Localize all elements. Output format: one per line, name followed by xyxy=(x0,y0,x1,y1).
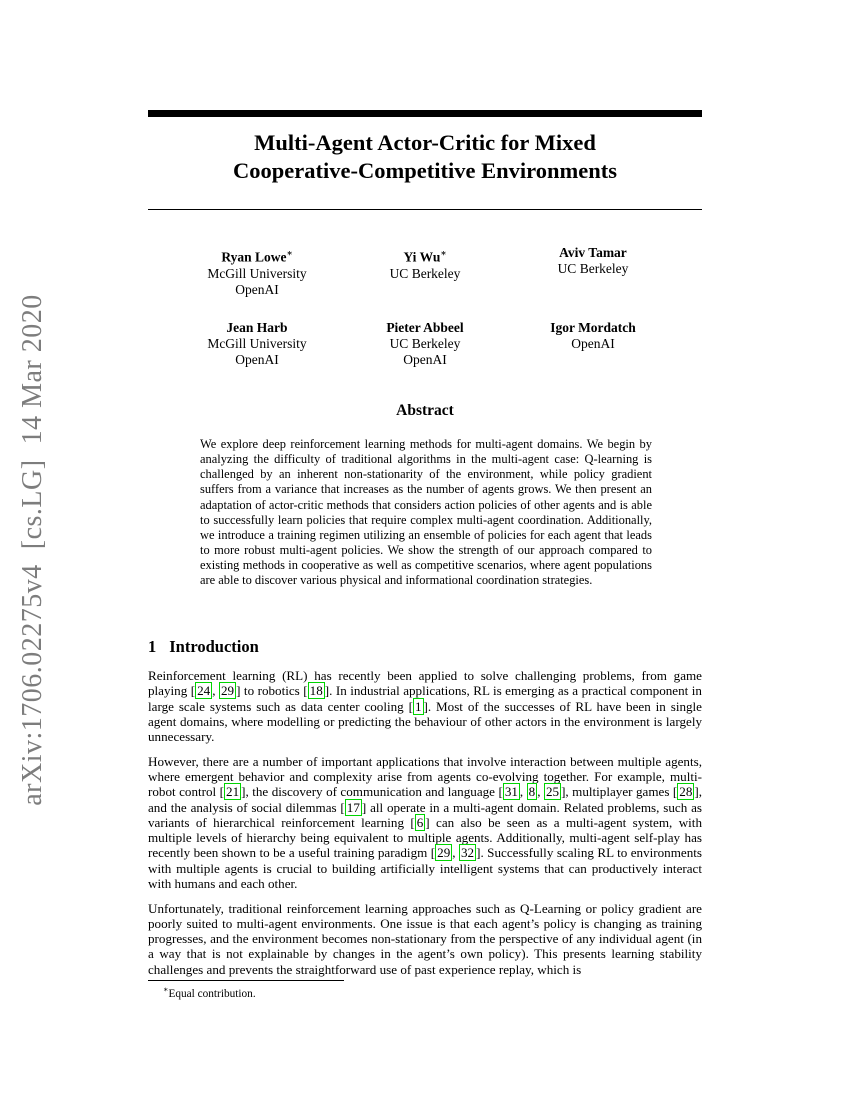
author-row xyxy=(148,320,702,368)
paper-title-line-2: Cooperative-Competitive Environments xyxy=(233,157,617,183)
author-affiliation: OpenAI xyxy=(235,281,279,297)
author-affiliation: UC Berkeley xyxy=(389,335,461,351)
citation-link[interactable]: 28 xyxy=(679,784,693,800)
top-rule xyxy=(148,110,702,117)
footnote-mark: ∗ xyxy=(163,985,169,994)
equal-contribution-mark: ∗ xyxy=(440,248,447,258)
paragraph: Unfortunately, traditional reinforcement learning approaches such as Q-Learning or policy gradient are poorly suited to multi-agent environments. One issue is that each agent’s policy is changing as training progresses, and the environment becomes non-stationary from the perspective of any individual agent (in a way that is not explainable by changes in the agent’s own policy). This presents learning stability challenges and prevents the straightforward use of past experience replay, which is xyxy=(148,900,702,977)
citation-link[interactable]: 1 xyxy=(414,698,422,714)
author-block xyxy=(509,245,677,298)
author-affiliation: OpenAI xyxy=(403,351,447,367)
author-name: Igor Mordatch xyxy=(550,319,636,335)
author-name: Pieter Abbeel xyxy=(386,319,464,335)
section-title: Introduction xyxy=(169,637,259,656)
author-affiliation: UC Berkeley xyxy=(389,265,461,281)
equal-contribution-mark: ∗ xyxy=(286,248,293,258)
author-row xyxy=(148,245,702,298)
citation-link[interactable]: 32 xyxy=(460,845,475,861)
author-affiliation: OpenAI xyxy=(571,335,615,351)
authors-block xyxy=(148,245,702,390)
paper-title xyxy=(148,129,702,184)
author-affiliation: UC Berkeley xyxy=(557,261,629,276)
author-affiliation: McGill University xyxy=(207,265,307,281)
title-rule xyxy=(148,209,702,210)
abstract-text: We explore deep reinforcement learning methods for multi-agent domains. We begin by analyzing the difficulty of traditional algorithms in the multi-agent case: Q-learning is challenged by an inherent non-stationarity of the environment, while policy gradient suffers from a variance that increases as the number of agents grows. We then present an adaptation of actor-critic methods that considers action policies of other agents and is able to successfully learn policies that require complex multi-agent coordination. Additionally, we introduce a training regimen utilizing an ensemble of policies for each agent that leads to more robust multi-agent policies. We show the strength of our approach compared to existing methods in cooperative as well as competitive scenarios, where agent populations are able to discover various physical and informational coordination strategies. xyxy=(200,437,652,588)
section-number: 1 xyxy=(148,637,157,656)
author-block xyxy=(509,320,677,368)
citation-link[interactable]: 17 xyxy=(346,799,360,815)
paper-title-line-1: Multi-Agent Actor-Critic for Mixed xyxy=(254,130,596,155)
author-name: Aviv Tamar xyxy=(559,245,627,260)
author-block xyxy=(173,245,341,298)
citation-link[interactable]: 31 xyxy=(504,784,518,800)
introduction-body xyxy=(148,668,702,986)
section-heading-introduction xyxy=(148,637,259,657)
citation-link[interactable]: 25 xyxy=(545,784,560,800)
footnote-rule xyxy=(148,980,344,981)
author-affiliation: McGill University xyxy=(207,335,307,351)
arxiv-stamp: arXiv:1706.02275v4 [cs.LG] 14 Mar 2020 xyxy=(17,294,48,806)
author-name: Yi Wu∗ xyxy=(403,248,447,265)
citation-link[interactable]: 21 xyxy=(226,784,240,800)
citation-link[interactable]: 6 xyxy=(416,814,424,830)
footnote-text xyxy=(148,985,702,1000)
citation-link[interactable]: 24 xyxy=(197,683,211,699)
citation-link[interactable]: 18 xyxy=(309,683,323,699)
author-affiliation: OpenAI xyxy=(235,351,279,367)
author-block xyxy=(341,320,509,368)
citation-link[interactable]: 8 xyxy=(528,784,536,800)
footnote-block xyxy=(148,980,702,1000)
abstract-heading: Abstract xyxy=(396,402,454,419)
author-block xyxy=(173,320,341,368)
author-name: Ryan Lowe∗ xyxy=(221,248,293,265)
footnote-label: Equal contribution. xyxy=(168,987,256,1000)
author-name: Jean Harb xyxy=(226,319,288,335)
paragraph: Reinforcement learning (RL) has recently been applied to solve challenging problems, from game playing [ 24 , 29 ] to robotics [ 18 ]. In industrial applications, RL is emerging as a practical component in large scale systems such as data center cooling [ 1 ]. Most of the successes of RL have been in single agent domains, where modelling or predicting the behaviour of other actors in the environment is largely unnecessary. xyxy=(148,668,702,744)
citation-link[interactable]: 29 xyxy=(437,845,451,861)
citation-link[interactable]: 29 xyxy=(220,683,235,699)
author-block xyxy=(341,245,509,298)
paragraph: However, there are a number of important applications that involve interaction between multiple agents, where emergent behavior and complexity arise from agents co-evolving together. For example, multi-robot control [ 21 ], the discovery of communication and language [ 31 , 8 , 25 ], multiplayer games [ 28 ], and the analysis of social dilemmas [ 17 ] all operate in a multi-agent domain. Related problems, such as variants of hierarchical reinforcement learning [ 6 ] can also be seen as a multi-agent system, with multiple levels of hierarchy being equivalent to multiple agents. Additionally, multi-agent self-play has recently been shown to be a useful training paradigm [ 29 , 32 ]. Successfully scaling RL to environments with multiple agents is crucial to building artificially intelligent systems that can productively interact with humans and each other. xyxy=(148,753,703,891)
